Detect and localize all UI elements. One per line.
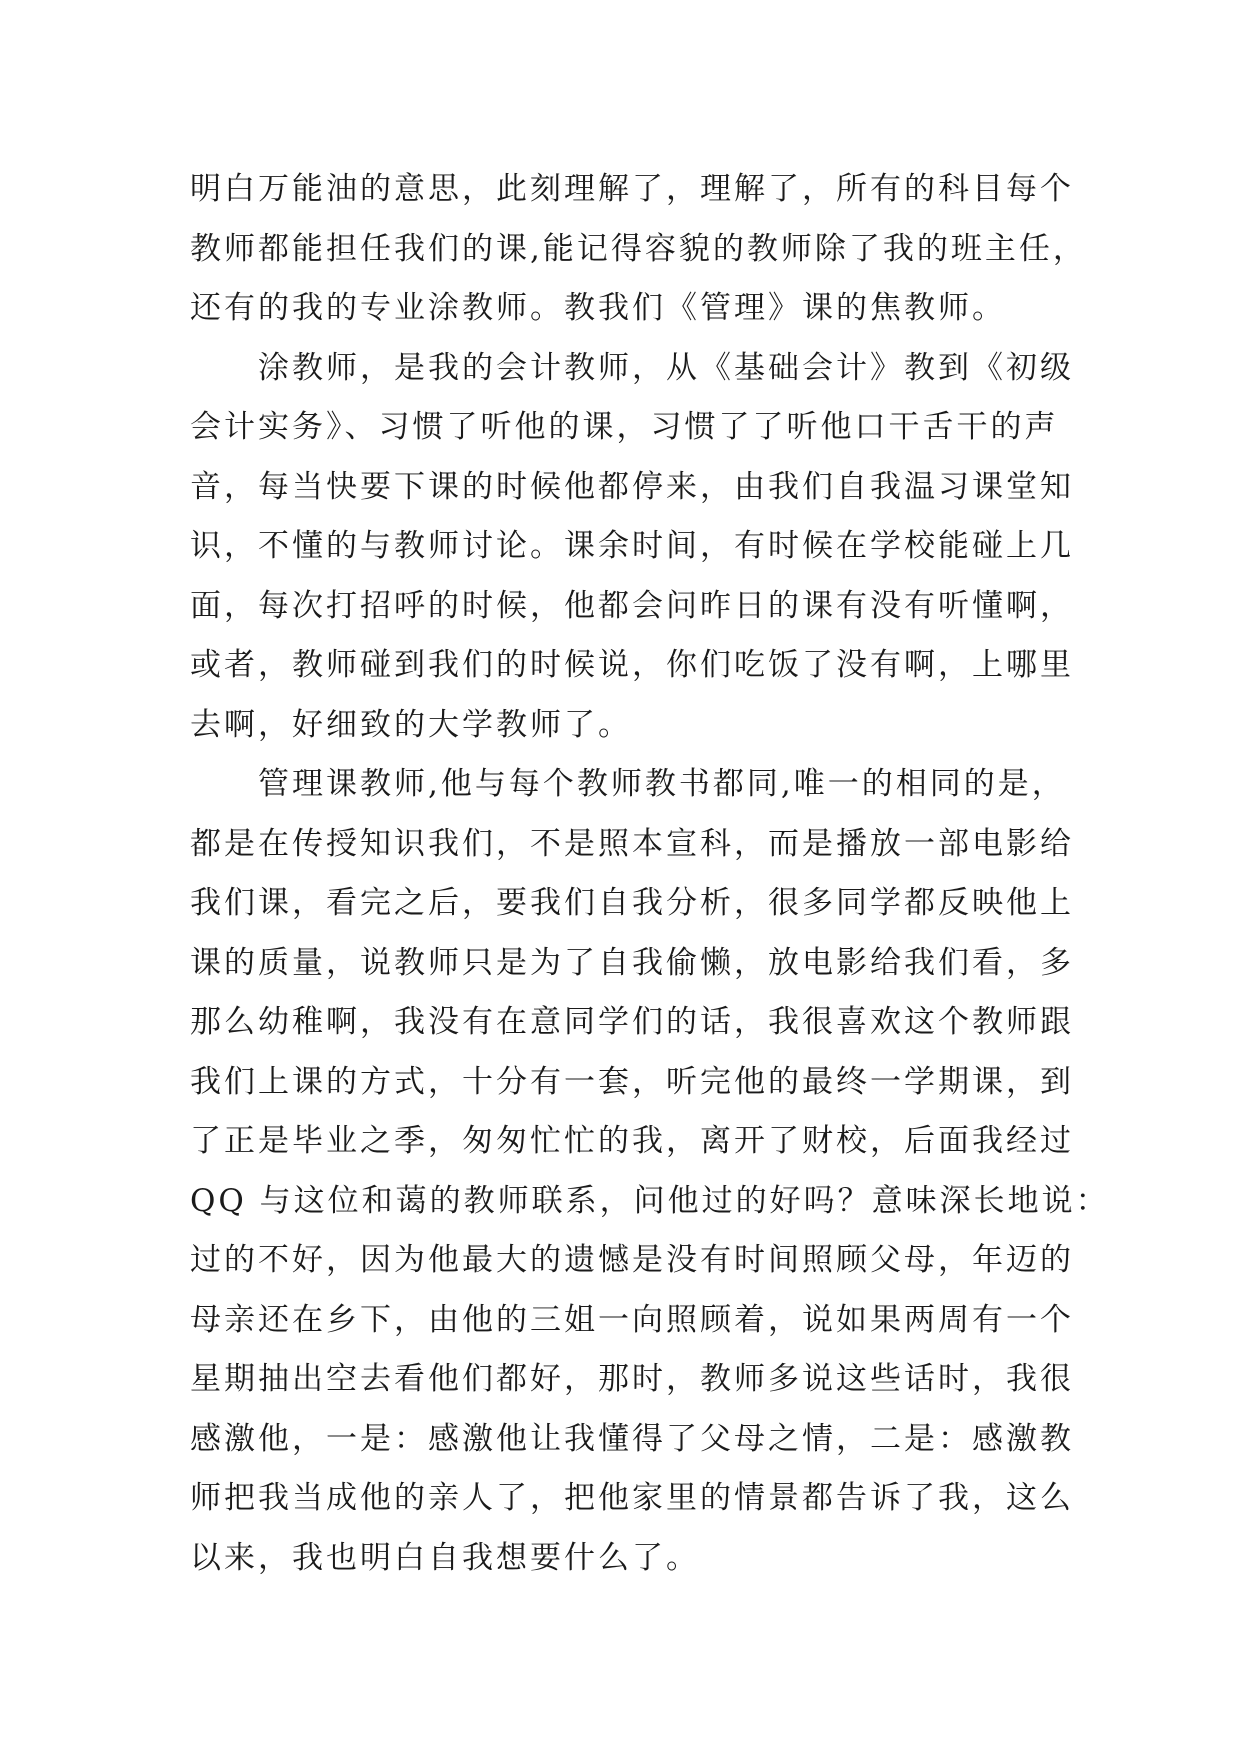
- text-line: 或者，教师碰到我们的时候说，你们吃饭了没有啊，上哪里: [190, 647, 1074, 683]
- text-line: 管理课教师,他与每个教师教书都同,唯一的相同的是，: [190, 766, 1066, 802]
- text-line: 了正是毕业之季，匆匆忙忙的我，离开了财校，后面我经过: [190, 1123, 1074, 1159]
- body-text: [190, 160, 1110, 1588]
- text-line: 以来，我也明白自我想要什么了。: [190, 1539, 700, 1576]
- text-line: 还有的我的专业涂教师。教我们《管理》课的焦教师。: [190, 290, 1006, 326]
- text-line: 涂教师，是我的会计教师，从《基础会计》教到《初级: [190, 349, 1074, 386]
- text-line: 去啊，好细致的大学教师了。: [190, 706, 632, 743]
- text-line: 过的不好，因为他最大的遗憾是没有时间照顾父母，年迈的: [190, 1242, 1074, 1278]
- text-line: 那么幼稚啊，我没有在意同学们的话，我很喜欢这个教师跟: [190, 1004, 1074, 1040]
- text-line: 面，每次打招呼的时候，他都会问昨日的课有没有听懂啊，: [190, 587, 1074, 624]
- text-line: 我们课，看完之后，要我们自我分析，很多同学都反映他上: [190, 885, 1074, 921]
- text-line: 我们上课的方式，十分有一套，听完他的最终一学期课，到: [190, 1063, 1074, 1100]
- text-line: 会计实务》、习惯了听他的课，习惯了了听他口干舌干的声: [190, 409, 1059, 445]
- text-line: 都是在传授知识我们，不是照本宣科，而是播放一部电影给: [190, 825, 1074, 862]
- text-line: QQ 与这位和蔼的教师联系，问他过的好吗？意味深长地说：: [190, 1182, 1110, 1219]
- text-line: 教师都能担任我们的课,能记得容貌的教师除了我的班主任，: [190, 230, 1087, 267]
- text-line: 识，不懂的与教师讨论。课余时间，有时候在学校能碰上几: [190, 528, 1074, 564]
- text-line: 母亲还在乡下，由他的三姐一向照顾着，说如果两周有一个: [190, 1301, 1074, 1338]
- text-line: 课的质量，说教师只是为了自我偷懒，放电影给我们看，多: [190, 944, 1074, 981]
- text-line: 音，每当快要下课的时候他都停来，由我们自我温习课堂知: [190, 468, 1074, 505]
- text-line: 明白万能油的意思，此刻理解了，理解了，所有的科目每个: [190, 171, 1074, 207]
- text-line: 星期抽出空去看他们都好，那时，教师多说这些话时，我很: [190, 1361, 1074, 1397]
- text-line: 感激他，一是：感激他让我懂得了父母之情，二是：感激教: [190, 1420, 1074, 1457]
- text-line: 师把我当成他的亲人了，把他家里的情景都告诉了我，这么: [190, 1480, 1074, 1516]
